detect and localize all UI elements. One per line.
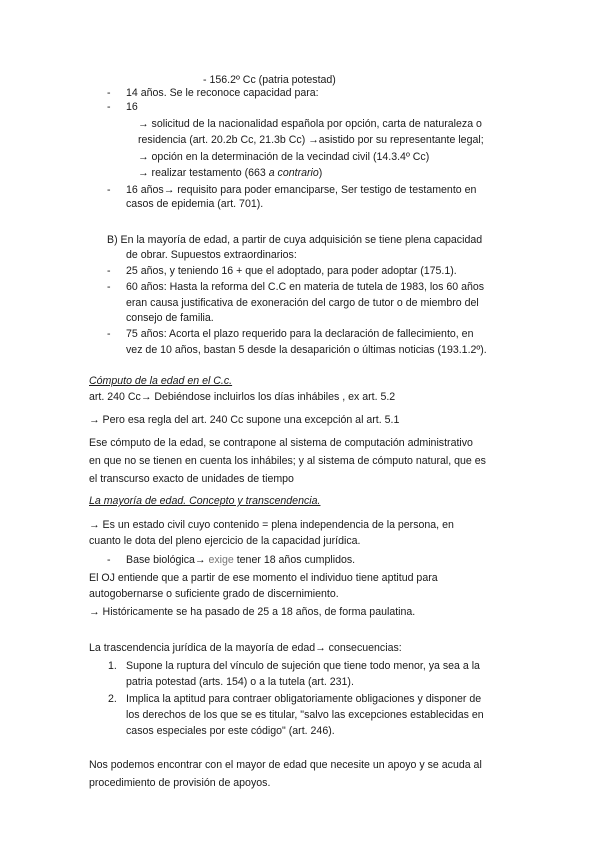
- text-line: → Pero esa regla del art. 240 Cc supone una excepción al art. 5.1: [89, 414, 400, 426]
- text-line: Implica la aptitud para contraer obligatoriamente obligaciones y disponer de: [126, 693, 482, 705]
- bullet-dash: -: [107, 101, 111, 113]
- text-line: 25 años, y teniendo 16 + que el adoptado, para poder adoptar (175.1).: [126, 265, 457, 277]
- text-line: → opción en la determinación de la vecindad civil (14.3.4º Cc): [138, 151, 430, 163]
- text-line: → Es un estado civil cuyo contenido = plena independencia de la persona, en: [89, 519, 454, 531]
- text-line: vez de 10 años, bastan 5 desde la desaparición o últimas noticias (193.1.2º).: [126, 344, 487, 356]
- text-line: eran causa justificativa de exoneración del cargo de tutor o de miembro del: [126, 297, 479, 309]
- text-segment: ): [318, 167, 323, 179]
- text-line: los derechos de los que se es titular, "salvo las excepciones establecidas en: [126, 709, 484, 721]
- text-line: de obrar. Supuestos extraordinarios:: [126, 249, 297, 261]
- text-line: en que no se tienen en cuenta los inhábiles; y al sistema de cómputo natural, que es: [89, 455, 486, 467]
- text-line: procedimiento de provisión de apoyos.: [89, 777, 271, 789]
- bullet-dash: -: [107, 554, 111, 566]
- text-segment: Base biológica→: [126, 554, 209, 566]
- bullet-dash: -: [107, 328, 111, 340]
- text-line: patria potestad (arts. 154) o a la tutela (art. 231).: [126, 676, 354, 688]
- text-line: 14 años. Se le reconoce capacidad para:: [126, 87, 319, 99]
- text-line: casos especiales por este código" (art. 246).: [126, 725, 335, 737]
- text-line: B) En la mayoría de edad, a partir de cuya adquisición se tiene plena capacidad: [107, 234, 483, 246]
- section-heading: La mayoría de edad. Concepto y transcendencia.: [89, 495, 321, 507]
- bullet-dash: -: [107, 265, 111, 277]
- text-line: La trascendencia jurídica de la mayoría de edad→ consecuencias:: [89, 642, 402, 654]
- text-line: casos de epidemia (art. 701).: [126, 198, 264, 210]
- text-line: [138, 166, 322, 180]
- bullet-dash: -: [107, 281, 111, 293]
- bullet-dash: -: [107, 184, 111, 196]
- text-segment: → realizar testamento (663: [138, 167, 269, 179]
- text-segment-gray: exige: [208, 554, 234, 566]
- text-line: → Históricamente se ha pasado de 25 a 18 años, de forma paulatina.: [89, 606, 416, 618]
- text-line: consejo de familia.: [126, 312, 214, 324]
- text-line: Ese cómputo de la edad, se contrapone al sistema de computación administrativo: [89, 437, 473, 449]
- text-line: residencia (art. 20.2b Cc, 21.3b Cc) →asistido por su representante legal;: [138, 134, 484, 146]
- text-line: el transcurso exacto de unidades de tiempo: [89, 473, 294, 485]
- text-line: Supone la ruptura del vínculo de sujeción que tiene todo menor, ya sea a la: [126, 660, 480, 672]
- text-line: - 156.2º Cc (patria potestad): [203, 74, 336, 86]
- section-heading: Cómputo de la edad en el C.c.: [89, 375, 233, 387]
- text-segment-italic: a contrario: [268, 167, 319, 179]
- text-line: 16: [126, 101, 138, 113]
- text-line: 75 años: Acorta el plazo requerido para la declaración de fallecimiento, en: [126, 328, 474, 340]
- list-number: 2.: [108, 693, 117, 705]
- text-line: 16 años→ requisito para poder emanciparse, Ser testigo de testamento en: [126, 184, 477, 196]
- text-line: → solicitud de la nacionalidad española por opción, carta de naturaleza o: [138, 118, 482, 130]
- text-line: [126, 553, 355, 567]
- text-line: art. 240 Cc→ Debiéndose incluirlos los días inhábiles , ex art. 5.2: [89, 391, 396, 403]
- bullet-dash: -: [107, 87, 111, 99]
- text-segment: tener 18 años cumplidos.: [233, 554, 356, 566]
- text-line: 60 años: Hasta la reforma del C.C en materia de tutela de 1983, los 60 años: [126, 281, 485, 293]
- text-line: Nos podemos encontrar con el mayor de edad que necesite un apoyo y se acuda al: [89, 759, 482, 771]
- text-line: autogobernarse o suficiente grado de discernimiento.: [89, 588, 339, 600]
- text-line: cuanto le dota del pleno ejercicio de la capacidad jurídica.: [89, 535, 361, 547]
- text-line: El OJ entiende que a partir de ese momento el individuo tiene aptitud para: [89, 572, 438, 584]
- list-number: 1.: [108, 660, 117, 672]
